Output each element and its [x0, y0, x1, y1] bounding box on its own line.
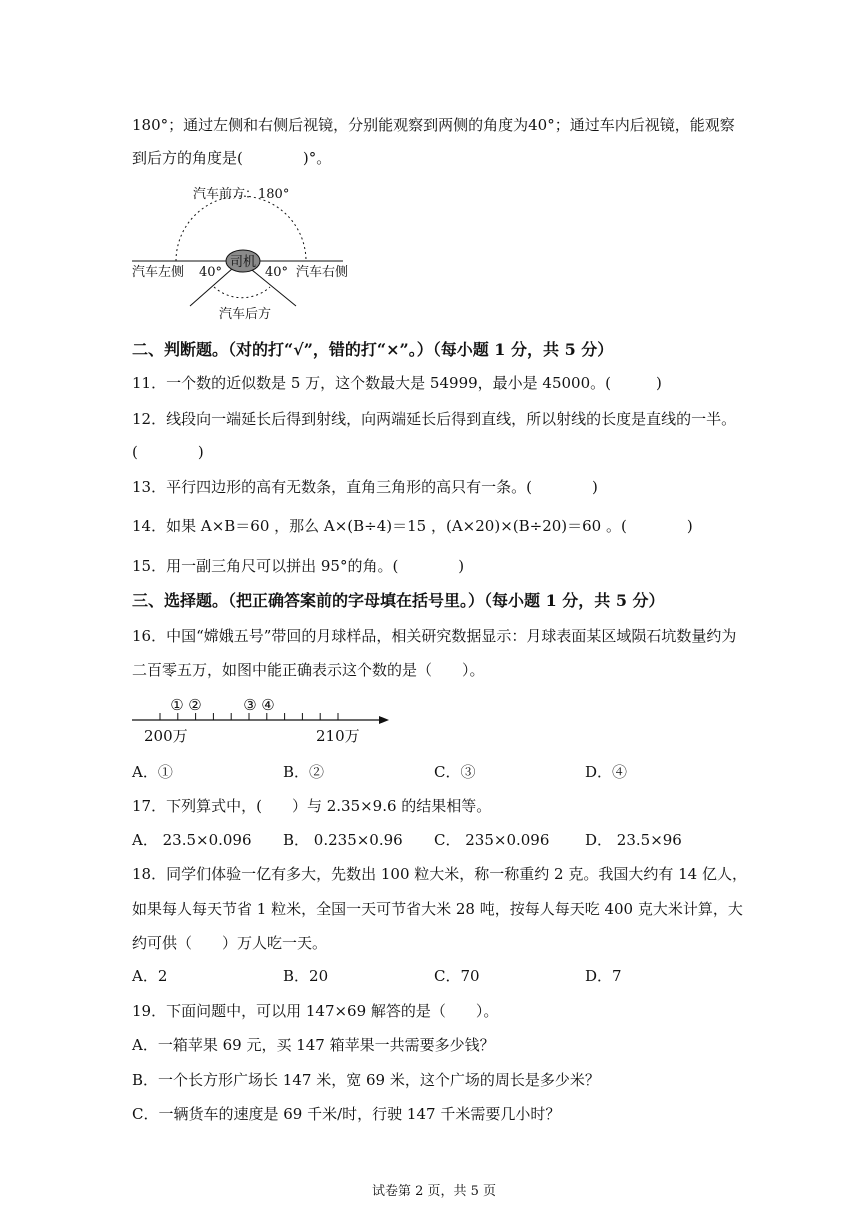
page-footer: 试卷第 2 页，共 5 页	[371, 1184, 497, 1199]
front-label: 汽车前方：180°	[193, 187, 290, 202]
question-18-line2: 如果每人每天节省 1 粒米，全国一天可节省大米 28 吨，按每人每天吃 400 克大米计算，大	[132, 900, 743, 918]
q19-option-c: C．一辆货车的速度是 69 千米/时，行驶 147 千米需要几小时？	[132, 1105, 561, 1123]
right-label: 汽车右侧	[296, 265, 349, 280]
car-angle-diagram	[0, 178, 868, 328]
q18-option-c: C．70	[434, 967, 480, 985]
q10-line1: 180°；通过左侧和右侧后视镜，分别能观察到两侧的角度为40°；通过车内后视镜，能观察	[132, 116, 735, 134]
q18-option-b: B．20	[283, 967, 329, 985]
q18-option-a: A．2	[132, 967, 168, 985]
question-13: 13．平行四边形的高有无数条，直角三角形的高只有一条。( )	[132, 478, 598, 496]
q16-option-a: A．①	[132, 763, 173, 781]
q18-option-d: D．7	[585, 967, 622, 985]
question-12-line1: 12．线段向一端延长后得到射线，向两端延长后得到直线，所以射线的长度是直线的一半。	[132, 410, 737, 428]
question-16-line1: 16．中国“嫦娥五号”带回的月球样品，相关研究数据显示：月球表面某区域陨石坑数量约为	[132, 627, 737, 645]
mark-2: ②	[188, 696, 202, 714]
question-12-line2: ( )	[132, 443, 204, 461]
numline-left-label: 200万	[144, 727, 188, 745]
driver-label: 司机	[229, 255, 257, 270]
q19-option-a: A．一箱苹果 69 元，买 147 箱苹果一共需要多少钱？	[132, 1036, 495, 1054]
question-11: 11．一个数的近似数是 5 万，这个数最大是 54999，最小是 45000。( )	[132, 374, 662, 392]
q17-option-b: B． 0.235×0.96	[283, 831, 403, 849]
q19-option-b: B．一个长方形广场长 147 米，宽 69 米，这个广场的周长是多少米？	[132, 1071, 600, 1089]
question-19: 19．下面问题中，可以用 147×69 解答的是（ ）。	[132, 1002, 499, 1020]
mark-3: ③	[243, 696, 257, 714]
question-17: 17．下列算式中，( ）与 2.35×9.6 的结果相等。	[132, 797, 492, 815]
mark-4: ④	[261, 696, 275, 714]
mark-1: ①	[170, 696, 184, 714]
q10-line2: 到后方的角度是( )°。	[132, 149, 332, 167]
q17-option-a: A． 23.5×0.096	[132, 831, 252, 849]
right-angle-label: 40°	[265, 265, 289, 280]
back-label: 汽车后方	[219, 307, 272, 322]
question-16-line2: 二百零五万，如图中能正确表示这个数的是（ ）。	[132, 661, 485, 679]
question-14: 14．如果 A×B＝60 ，那么 A×(B÷4)＝15 ，(A×20)×(B÷20)＝60 。( )	[132, 517, 693, 535]
q17-option-d: D． 23.5×96	[585, 831, 682, 849]
q16-option-c: C．③	[434, 763, 476, 781]
question-15: 15．用一副三角尺可以拼出 95°的角。( )	[132, 557, 465, 575]
numline-right-label: 210万	[316, 727, 360, 745]
q17-option-c: C． 235×0.096	[434, 831, 550, 849]
left-label: 汽车左侧	[132, 265, 185, 280]
section2-title: 二、判断题。（对的打“√”，错的打“×”。）（每小题 1 分，共 5 分）	[132, 340, 614, 359]
section3-title: 三、选择题。（把正确答案前的字母填在括号里。）（每小题 1 分，共 5 分）	[132, 591, 665, 610]
question-18-line1: 18．同学们体验一亿有多大，先数出 100 粒大米，称一称重约 2 克。我国大约有 14 亿人，	[132, 865, 747, 883]
left-angle-label: 40°	[199, 265, 223, 280]
number-line	[0, 690, 868, 750]
q16-option-d: D．④	[585, 763, 628, 781]
q16-option-b: B．②	[283, 763, 325, 781]
question-18-line3: 约可供（ ）万人吃一天。	[132, 934, 328, 952]
